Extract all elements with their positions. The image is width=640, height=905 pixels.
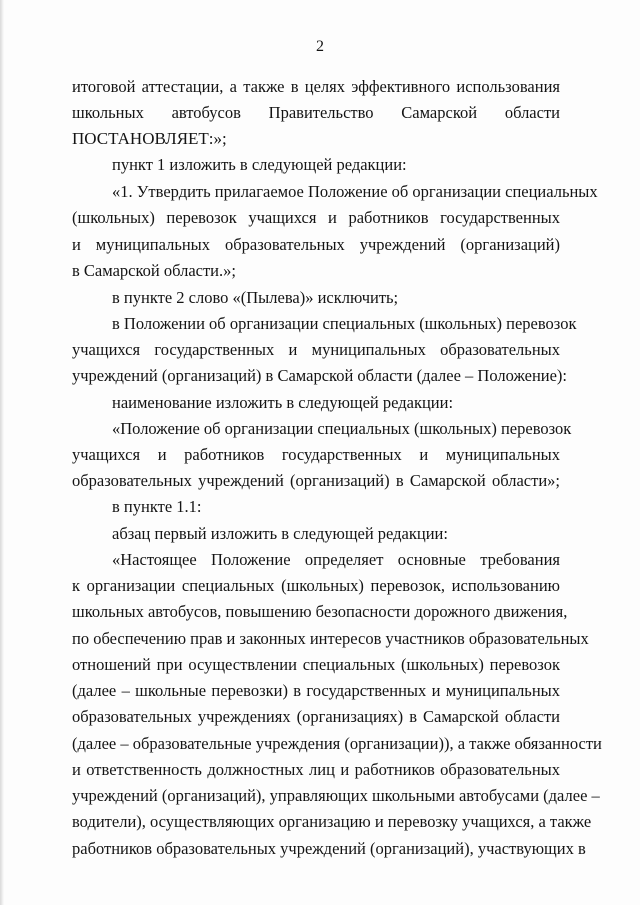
text-line: образовательных учреждений (организаций) в Самарской области»; — [72, 471, 560, 490]
text-line: (далее – школьные перевозки) в государственных и муниципальных — [72, 681, 560, 700]
scan-edge — [0, 0, 4, 905]
text-line: в Самарской области.»; — [72, 261, 236, 280]
text-line: и муниципальных образовательных учреждений (организаций) — [72, 235, 560, 254]
text-line: работников образовательных учреждений (организаций), участвующих в — [72, 839, 586, 858]
text-line: отношений при осуществлении специальных (школьных) перевозок — [72, 655, 560, 674]
text-line: образовательных учреждениях (организациях) в Самарской области — [72, 707, 560, 726]
text-line: «1. Утвердить прилагаемое Положение об организации специальных — [112, 182, 598, 201]
text-line: школьных автобусов Правительство Самарской области — [72, 103, 560, 122]
text-line: наименование изложить в следующей редакции: — [112, 393, 454, 412]
text-line: учреждений (организаций), управляющих школьными автобусами (далее – — [72, 786, 600, 805]
text-line: (школьных) перевозок учащихся и работников государственных — [72, 208, 560, 227]
text-line: водители), осуществляющих организацию и перевозку учащихся, а также — [72, 812, 592, 831]
text-line: в пункте 2 слово «(Пылева)» исключить; — [112, 288, 399, 307]
text-line: «Положение об организации специальных (школьных) перевозок — [112, 419, 572, 438]
text-line: ПОСТАНОВЛЯЕТ:»; — [72, 129, 227, 148]
text-line: учащихся государственных и муниципальных образовательных — [72, 340, 560, 359]
text-line: пункт 1 изложить в следующей редакции: — [112, 155, 407, 174]
text-line: итоговой аттестации, а также в целях эффективного использования — [72, 77, 560, 96]
text-line: в пункте 1.1: — [112, 497, 202, 516]
text-line: к организации специальных (школьных) перевозок, использованию — [72, 576, 560, 595]
page-number: 2 — [316, 38, 324, 55]
text-line: в Положении об организации специальных (школьных) перевозок — [112, 314, 577, 333]
text-line: (далее – образовательные учреждения (организации)), а также обязанности — [72, 734, 602, 753]
text-line: и ответственность должностных лиц и работников образовательных — [72, 760, 560, 779]
text-line: учреждений (организаций) в Самарской области (далее – Положение): — [72, 366, 568, 385]
text-line: школьных автобусов, повышению безопасности дорожного движения, — [72, 602, 568, 621]
text-line: «Настоящее Положение определяет основные требования — [112, 550, 560, 569]
text-line: по обеспечению прав и законных интересов участников образовательных — [72, 629, 589, 648]
text-line: абзац первый изложить в следующей редакции: — [112, 524, 448, 543]
text-line: учащихся и работников государственных и муниципальных — [72, 445, 560, 464]
